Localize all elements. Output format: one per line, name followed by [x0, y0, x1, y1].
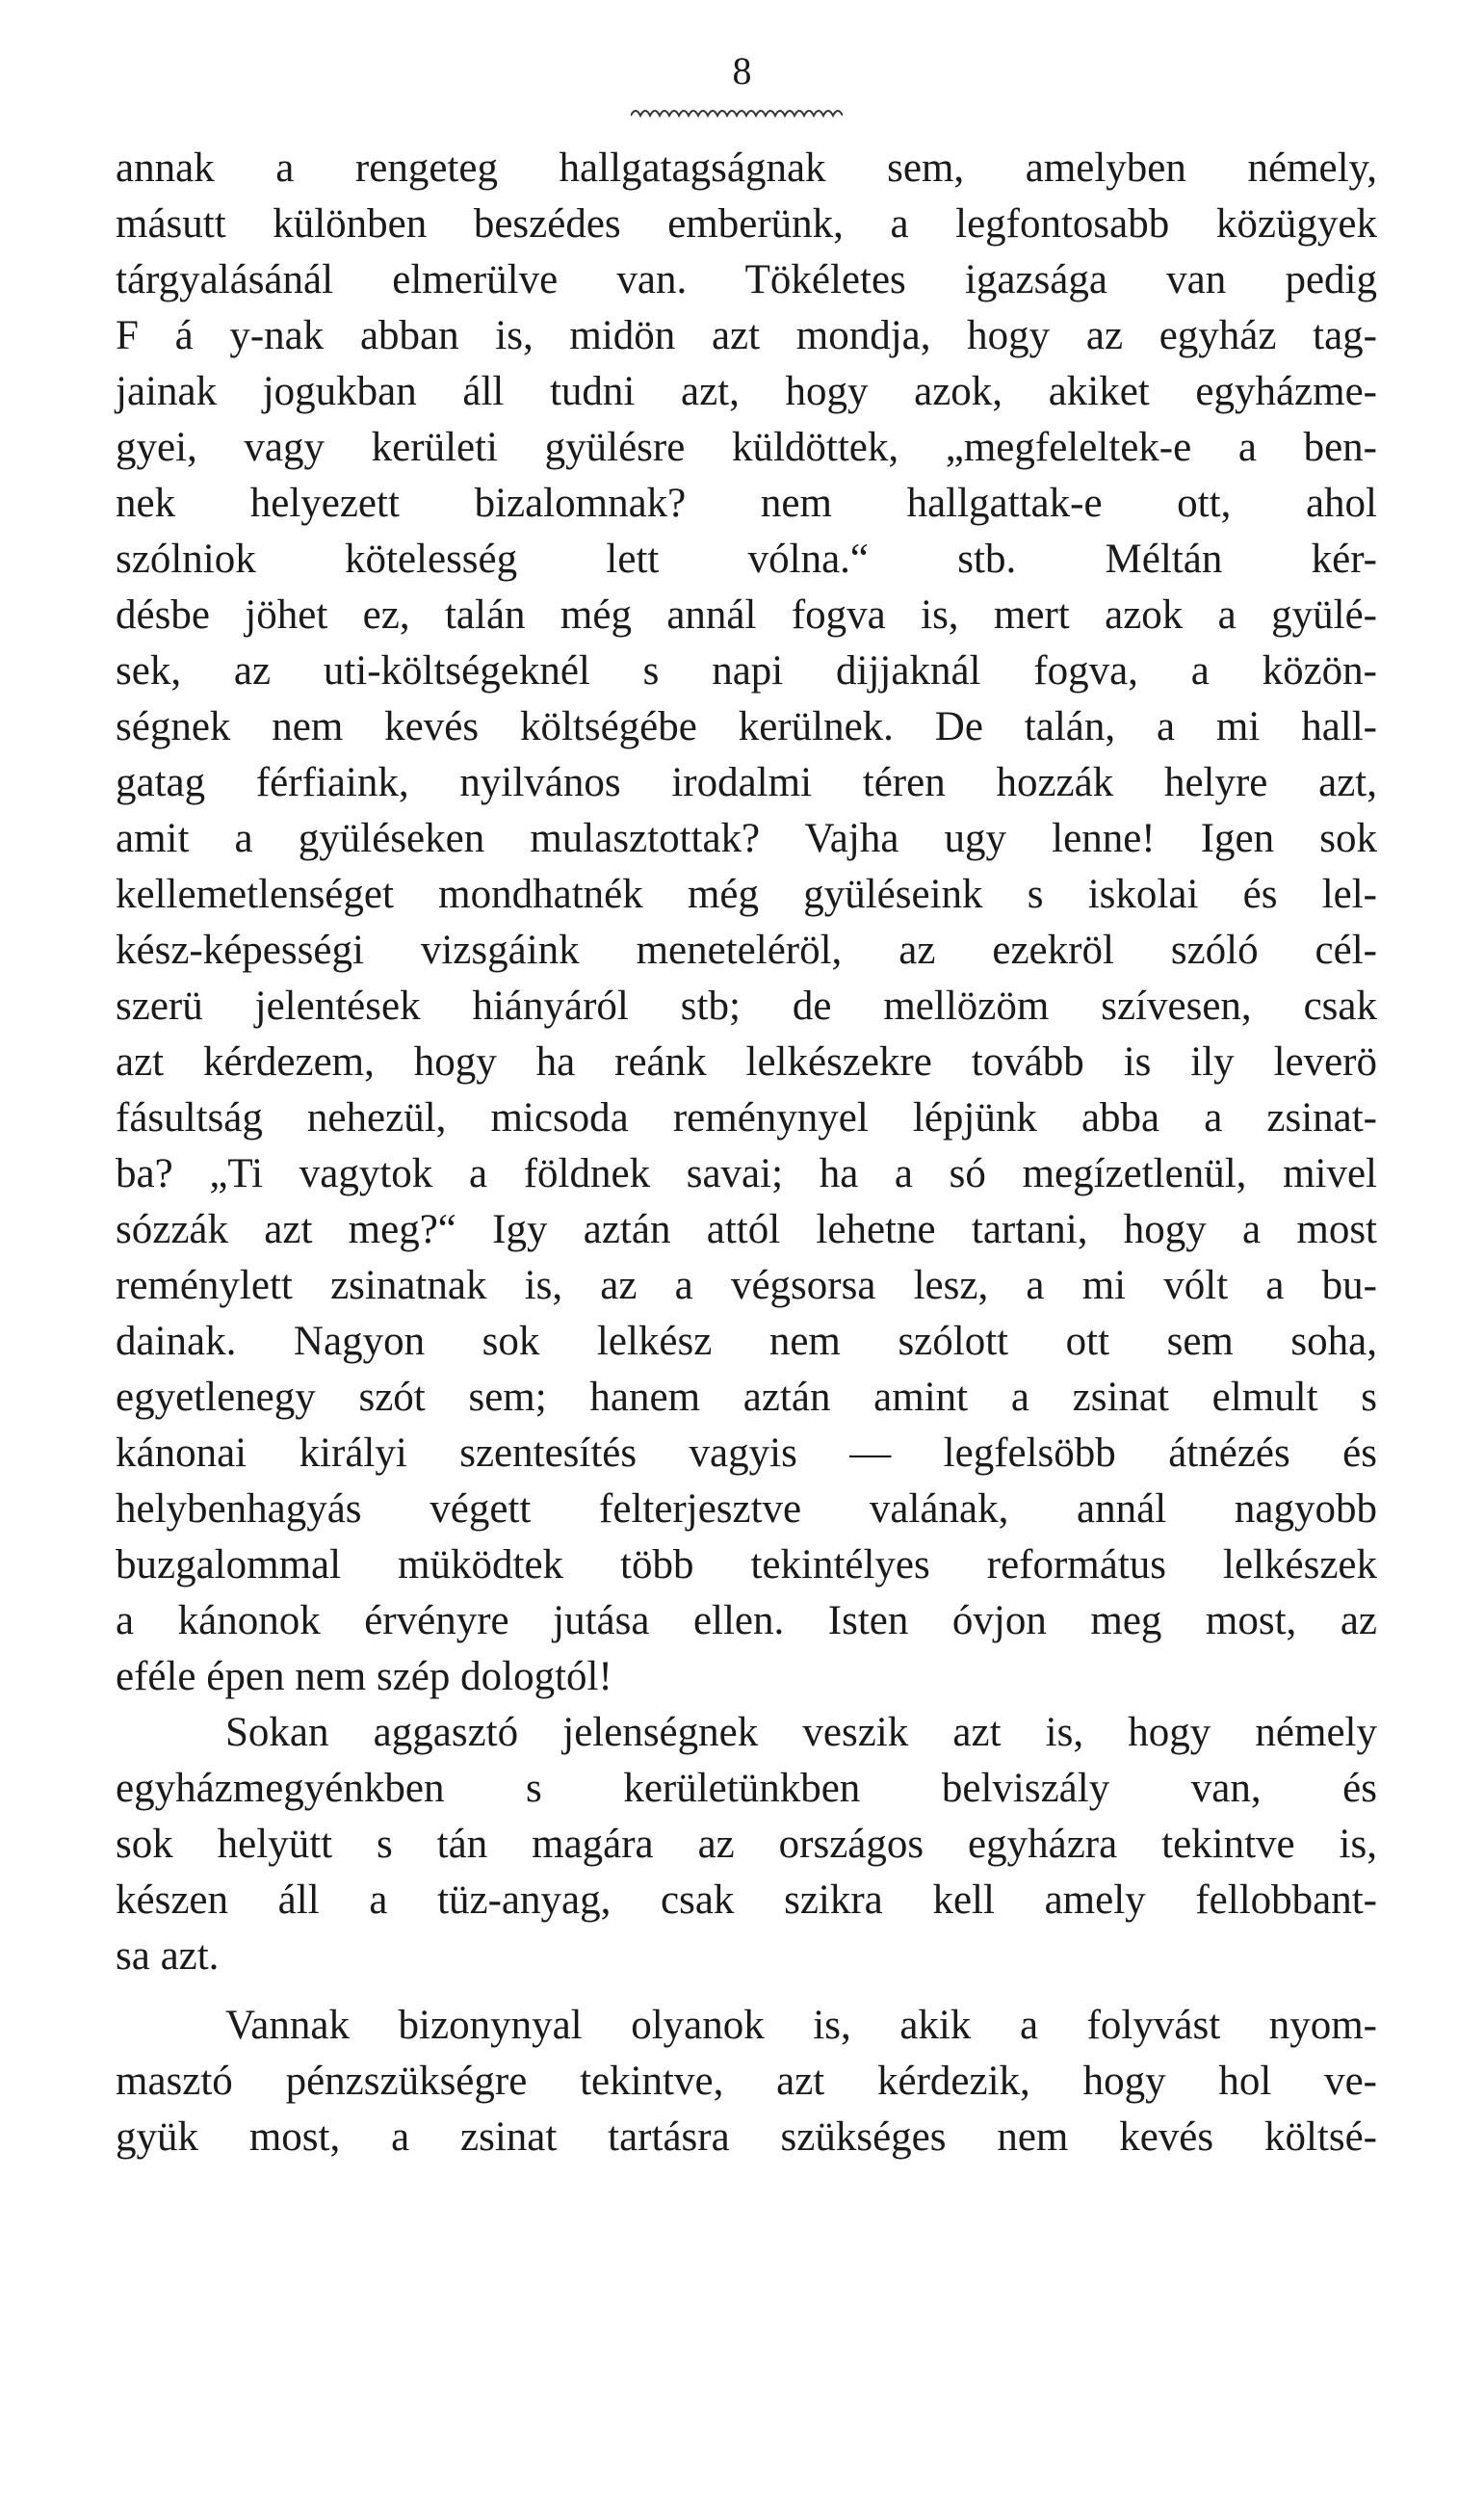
text-line: Sokan aggasztó jelenségnek veszik azt is, hogy némely — [225, 1710, 1377, 1755]
text-line: ba? „Ti vagytok a földnek savai; ha a só megízetlenül, mivel — [116, 1151, 1377, 1196]
text-line: gatag férfiaink, nyilvános irodalmi téren hozzák helyre azt, — [116, 760, 1377, 805]
text-line: ségnek nem kevés költségébe kerülnek. De talán, a mi hall- — [116, 704, 1377, 749]
text-line: masztó pénzszükségre tekintve, azt kérdezik, hogy hol ve- — [116, 2059, 1377, 2104]
text-line: kész-képességi vizsgáink meneteléröl, az ezekröl szóló cél- — [116, 928, 1377, 973]
text-line: jainak jogukban áll tudni azt, hogy azok, akiket egyházme- — [116, 369, 1377, 414]
text-line: sek, az uti-költségeknél s napi dijjaknál fogva, a közön- — [116, 648, 1377, 694]
text-line: nek helyezett bizalomnak? nem hallgattak-e ott, ahol — [116, 481, 1377, 526]
text-line: kellemetlenséget mondhatnék még gyüléseink s iskolai és lel- — [116, 872, 1377, 917]
decorative-rule — [631, 104, 843, 121]
text-line: reménylett zsinatnak is, az a végsorsa lesz, a mi vólt a bu- — [116, 1263, 1377, 1308]
text-line: azt kérdezem, hogy ha reánk lelkészekre tovább is ily leverö — [116, 1039, 1377, 1085]
text-line: Vannak bizonynyal olyanok is, akik a folyvást nyom- — [225, 2003, 1377, 2048]
text-line: amit a gyüléseken mulasztottak? Vajha ugy lenne! Igen sok — [116, 816, 1377, 861]
text-line: gyük most, a zsinat tartásra szükséges nem kevés költsé- — [116, 2114, 1377, 2160]
text-line: szerü jelentések hiányáról stb; de mellözöm szívesen, csak — [116, 984, 1377, 1029]
text-line: sok helyütt s tán magára az országos egyházra tekintve is, — [116, 1822, 1377, 1867]
text-line: dainak. Nagyon sok lelkész nem szólott ott sem soha, — [116, 1319, 1377, 1364]
text-line: egyetlenegy szót sem; hanem aztán amint a zsinat elmult s — [116, 1375, 1377, 1420]
text-line: helybenhagyás végett felterjesztve valának, annál nagyobb — [116, 1486, 1377, 1532]
text-line: gyei, vagy kerületi gyülésre küldöttek, „megfeleltek-e a ben- — [116, 425, 1377, 470]
page-number: 8 — [732, 49, 752, 92]
text-line: a kánonok érvényre jutása ellen. Isten óvjon meg most, az — [116, 1598, 1377, 1643]
text-line: kánonai királyi szentesítés vagyis — legfelsöbb átnézés és — [116, 1430, 1377, 1476]
text-line: F á y-nak abban is, midön azt mondja, hogy az egyház tag- — [116, 313, 1377, 358]
text-line: annak a rengeteg hallgatagságnak sem, amelyben némely, — [116, 145, 1377, 191]
text-line: sózzák azt meg?“ Igy aztán attól lehetne tartani, hogy a most — [116, 1207, 1377, 1252]
text-line: fásultság nehezül, micsoda reménynyel lépjünk abba a zsinat- — [116, 1095, 1377, 1141]
text-line: egyházmegyénkben s kerületünkben belviszály van, és — [116, 1766, 1377, 1811]
text-line: szólniok kötelesség lett vólna.“ stb. Méltán kér- — [116, 537, 1377, 582]
text-line: másutt különben beszédes emberünk, a legfontosabb közügyek — [116, 201, 1377, 247]
text-line: buzgalommal müködtek több tekintélyes református lelkészek — [116, 1542, 1377, 1588]
text-line: désbe jöhet ez, talán még annál fogva is, mert azok a gyülé- — [116, 592, 1377, 638]
text-line: sa azt. — [116, 1933, 220, 1979]
text-line: eféle épen nem szép dologtól! — [116, 1654, 612, 1699]
text-line: készen áll a tüz-anyag, csak szikra kell amely fellobbant- — [116, 1877, 1377, 1923]
text-line: tárgyalásánál elmerülve van. Tökéletes igazsága van pedig — [116, 257, 1377, 302]
